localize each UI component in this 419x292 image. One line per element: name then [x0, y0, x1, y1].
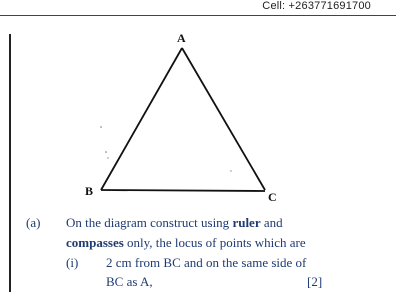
keyword-ruler: ruler	[232, 215, 261, 230]
header-contact: Cell: +263771691700	[262, 0, 371, 12]
question-text: On the diagram construct using	[66, 215, 233, 230]
part-label-a: (a)	[26, 215, 41, 230]
speck	[105, 151, 107, 153]
question-line-2	[66, 235, 306, 251]
speck	[100, 126, 102, 128]
vertex-label-b: B	[85, 184, 94, 198]
side-ab	[101, 48, 182, 190]
triangle-abc	[101, 48, 265, 191]
marks-allocation: [2]	[307, 274, 323, 289]
scan-specks	[100, 126, 232, 172]
sub-part-line-2: BC as A,	[106, 274, 153, 289]
question-line-1	[66, 215, 283, 231]
question-text: only, the locus of points which are	[123, 235, 306, 250]
side-bc	[101, 190, 265, 191]
sub-part-label-i: (i)	[66, 255, 79, 270]
side-ac	[182, 48, 265, 190]
sub-part-line-1: 2 cm from BC and on the same side of	[106, 255, 307, 270]
vertex-label-c: C	[268, 190, 277, 204]
vertex-label-a: A	[177, 31, 186, 45]
question-text: and	[260, 215, 283, 230]
speck	[230, 170, 231, 171]
speck	[107, 157, 108, 158]
keyword-compasses: compasses	[66, 235, 124, 250]
